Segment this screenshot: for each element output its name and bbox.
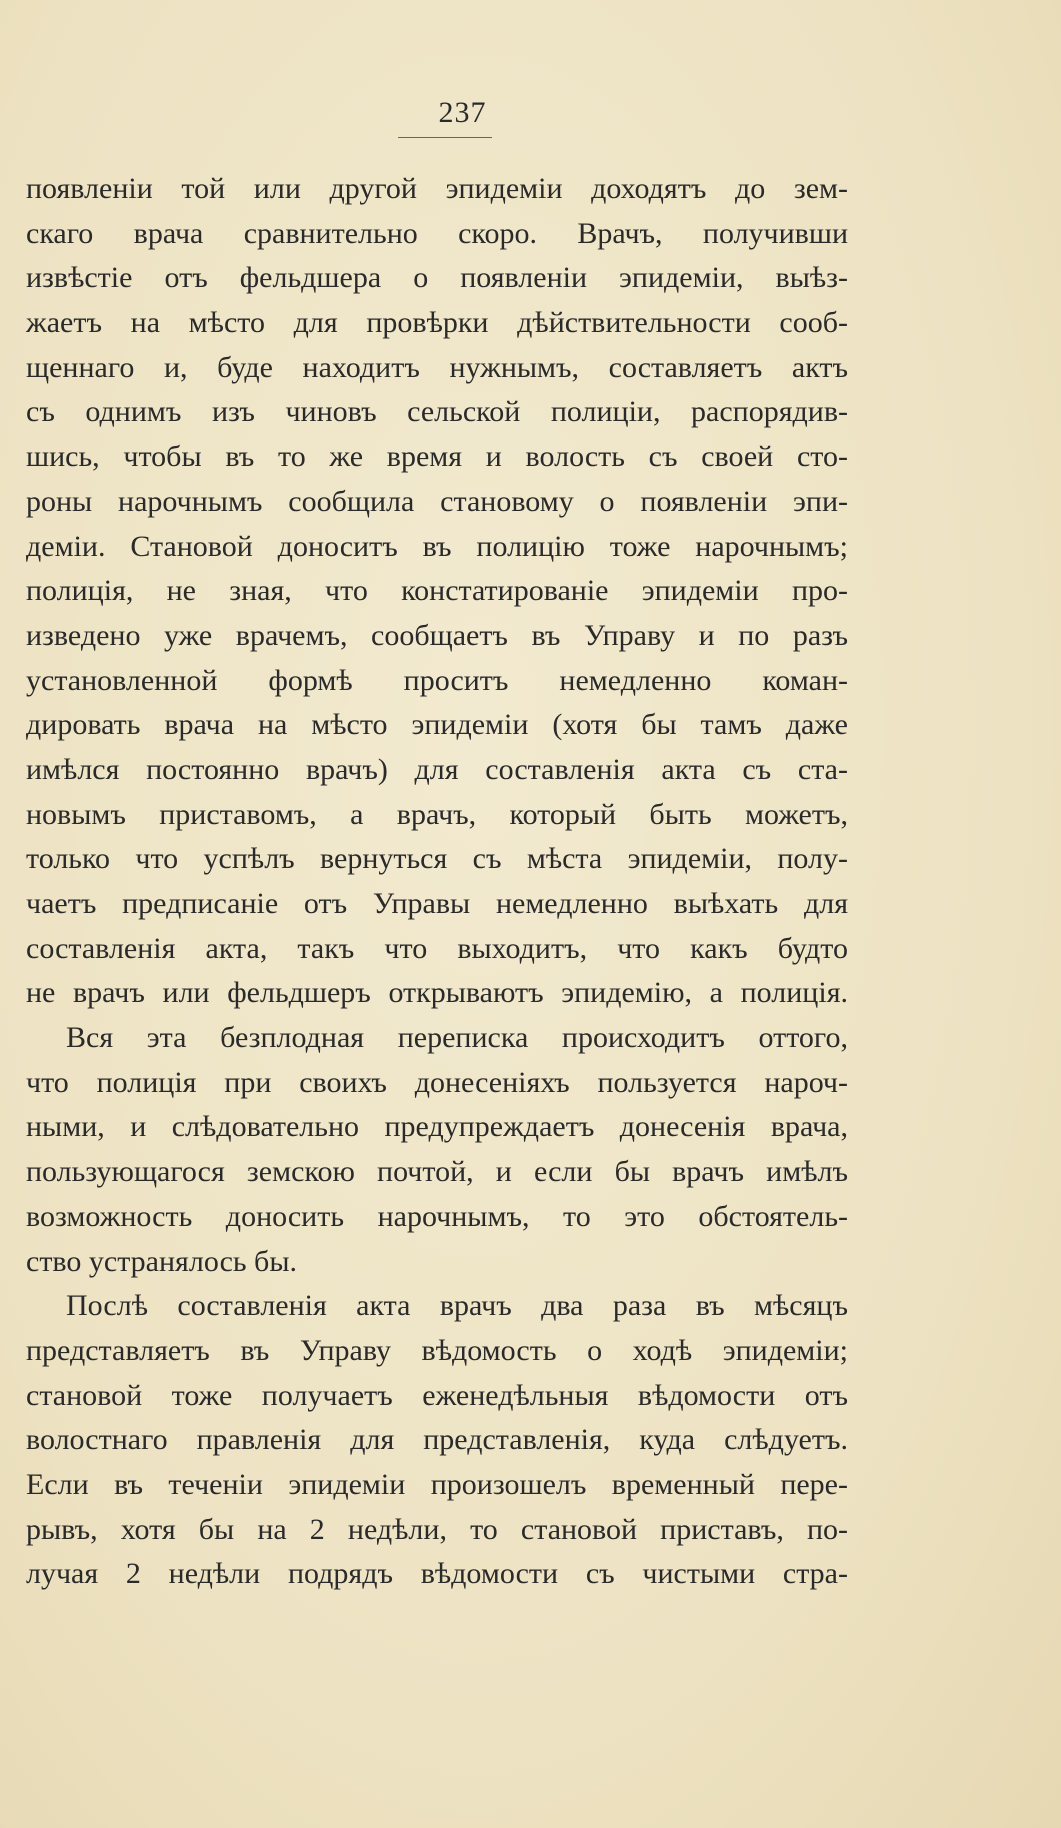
text-line: имѣлся постоянно врачъ) для составленія акта съ ста- — [26, 752, 848, 786]
text-line: становой тоже получаетъ еженедѣльныя вѣдомости отъ — [26, 1378, 848, 1412]
text-line: полиція, не зная, что констатированіе эпидеміи про- — [26, 574, 848, 608]
text-line: ными, и слѣдовательно предупреждаетъ донесенія врача, — [26, 1110, 848, 1144]
text-line: Если въ теченіи эпидеміи произошелъ временный пере- — [26, 1467, 848, 1501]
paragraph-1 — [26, 167, 848, 1016]
text-line: шись, чтобы въ то же время и волость съ своей сто- — [26, 440, 848, 474]
text-line: лучая 2 недѣли подрядъ вѣдомости съ чистыми стра- — [26, 1557, 848, 1591]
text-line: дировать врача на мѣсто эпидеміи (хотя бы тамъ даже — [26, 708, 848, 742]
text-line: волостнаго правленія для представленія, куда слѣдуетъ. — [26, 1423, 848, 1457]
page-number: 237 — [438, 96, 487, 129]
text-line: что полиція при своихъ донесеніяхъ пользуется нароч- — [26, 1065, 848, 1099]
text-line: возможность доносить нарочнымъ, то это обстоятель- — [26, 1199, 848, 1233]
text-line: Вся эта безплодная переписка происходитъ оттого, — [66, 1021, 848, 1055]
text-line: Послѣ составленія акта врачъ два раза въ мѣсяцъ — [66, 1289, 848, 1323]
text-line: только что успѣлъ вернуться съ мѣста эпидеміи, полу- — [26, 842, 848, 876]
text-line: рывъ, хотя бы на 2 недѣли, то становой приставъ, по- — [26, 1512, 848, 1546]
text-line: съ однимъ изъ чиновъ сельской полиціи, распорядив- — [26, 395, 848, 429]
text-line: скаго врача сравнительно скоро. Врачъ, получивши — [26, 216, 848, 250]
text-line: составленія акта, такъ что выходитъ, что какъ будто — [26, 931, 848, 965]
body-text — [26, 167, 848, 1597]
text-line: не врачъ или фельдшеръ открываютъ эпидемію, а полиція. — [26, 976, 848, 1010]
text-line: представляетъ въ Управу вѣдомость о ходѣ эпидеміи; — [26, 1333, 848, 1367]
text-line: появленіи той или другой эпидеміи доходятъ до зем- — [26, 172, 848, 205]
text-line: изведено уже врачемъ, сообщаетъ въ Управу и по разъ — [26, 618, 848, 652]
text-line: жаетъ на мѣсто для провѣрки дѣйствительности сооб- — [26, 306, 848, 340]
text-line: роны нарочнымъ сообщила становому о появленіи эпи- — [26, 484, 848, 518]
text-line: ство устранялось бы. — [26, 1244, 297, 1278]
paragraph-3 — [26, 1284, 848, 1597]
text-line: извѣстіе отъ фельдшера о появленіи эпидеміи, выѣз- — [26, 261, 848, 295]
text-line: чаетъ предписаніе отъ Управы немедленно выѣхать для — [26, 887, 848, 920]
page-number-rule — [398, 137, 492, 138]
text-line: щеннаго и, буде находитъ нужнымъ, составляетъ актъ — [26, 350, 848, 384]
text-line: пользующагося земскою почтой, и если бы врачъ имѣлъ — [26, 1155, 848, 1189]
paragraph-2 — [26, 1016, 848, 1284]
text-line: установленной формѣ проситъ немедленно коман- — [26, 663, 848, 697]
text-line: деміи. Становой доноситъ въ полицію тоже нарочнымъ; — [26, 529, 848, 563]
text-line: новымъ приставомъ, а врачъ, который быть можетъ, — [26, 797, 848, 831]
